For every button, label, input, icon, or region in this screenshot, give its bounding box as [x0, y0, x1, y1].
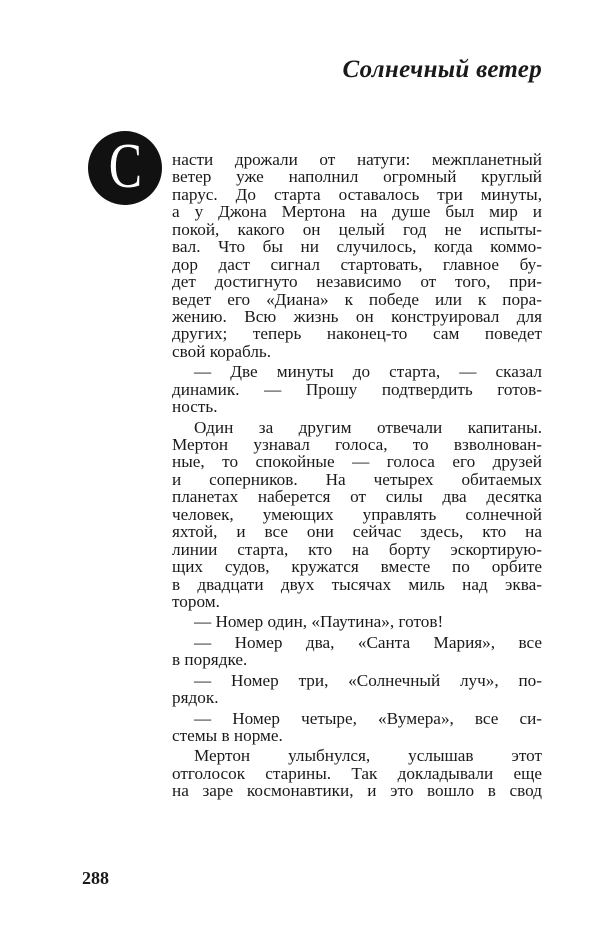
- text-line: Мертон улыбнулся, услышав этот: [194, 746, 542, 766]
- text-line: яхтой, и все они сейчас здесь, кто на: [172, 522, 542, 542]
- text-line: других; теперь наконец-то сам поведет: [172, 324, 542, 344]
- text-line: линии старта, кто на борту эскортирую-: [172, 539, 542, 559]
- paragraph: [172, 710, 542, 745]
- text-line: дор даст сигнал стартовать, главное бу-: [172, 254, 542, 274]
- text-line: ные, то спокойные — голоса его друзей: [172, 452, 542, 472]
- text-line: ведет его «Диана» к победе или к пора-: [172, 289, 542, 309]
- text-line: парус. До старта оставалось три минуты,: [172, 184, 542, 204]
- text-line: вал. Что бы ни случилось, когда коммо-: [172, 237, 542, 257]
- text-line: Мертон узнавал голоса, то взволнован-: [172, 435, 542, 454]
- text-line: рядок.: [172, 688, 219, 708]
- text-line: тором.: [172, 591, 220, 611]
- paragraph: [172, 747, 542, 799]
- text-line: ветер уже наполнил огромный круглый: [172, 167, 542, 187]
- text-line: свой корабль.: [172, 341, 272, 361]
- chapter-title: Солнечный ветер: [342, 56, 542, 83]
- text-line: — Номер три, «Солнечный луч», по-: [194, 670, 542, 690]
- text-line: отголосок старины. Так докладывали еще: [172, 763, 542, 783]
- page-number: 288: [82, 868, 109, 888]
- text-line: а у Джона Мертона на душе был мир и: [172, 202, 542, 222]
- paragraph: [172, 672, 542, 707]
- text-line: Один за другим отвечали капитаны.: [194, 417, 542, 437]
- paragraph: [172, 634, 542, 669]
- text-line: жению. Всю жизнь он конструировал для: [172, 306, 542, 326]
- text-line: планетах наберется от силы два десятка: [172, 487, 542, 507]
- text-line: и соперников. На четырех обитаемых: [172, 469, 542, 489]
- text-line: — Номер два, «Санта Мария», все: [194, 632, 542, 652]
- text-line: дет достигнуто независимо от того, при-: [172, 272, 542, 292]
- text-line: стемы в норме.: [172, 726, 283, 745]
- paragraph: [172, 151, 542, 360]
- text-line: насти дрожали от натуги: межпланетный: [172, 150, 542, 169]
- text-line: в двадцати двух тысячах миль над эква-: [172, 574, 542, 594]
- paragraph: [172, 419, 542, 611]
- text-line: покой, какого он целый год не испыты-: [172, 219, 542, 239]
- text-line: щих судов, кружатся вместе по орбите: [172, 557, 542, 577]
- text-line: — Две минуты до старта, — сказал: [194, 362, 542, 382]
- paragraph: [172, 613, 542, 630]
- text-line: — Номер один, «Паутина», готов!: [194, 612, 444, 632]
- body-text: [172, 151, 542, 803]
- paragraph: [172, 363, 542, 415]
- text-line: в порядке.: [172, 650, 248, 670]
- text-line: ность.: [172, 397, 218, 417]
- drop-cap: [88, 131, 162, 205]
- drop-cap-letter: С: [108, 130, 142, 201]
- text-line: динамик. — Прошу подтвердить готов-: [172, 379, 542, 399]
- text-line: человек, умеющих управлять солнечной: [172, 504, 542, 524]
- text-line: на заре космонавтики, и это вошло в свод: [172, 781, 542, 801]
- text-line: — Номер четыре, «Вумера», все си-: [194, 708, 542, 728]
